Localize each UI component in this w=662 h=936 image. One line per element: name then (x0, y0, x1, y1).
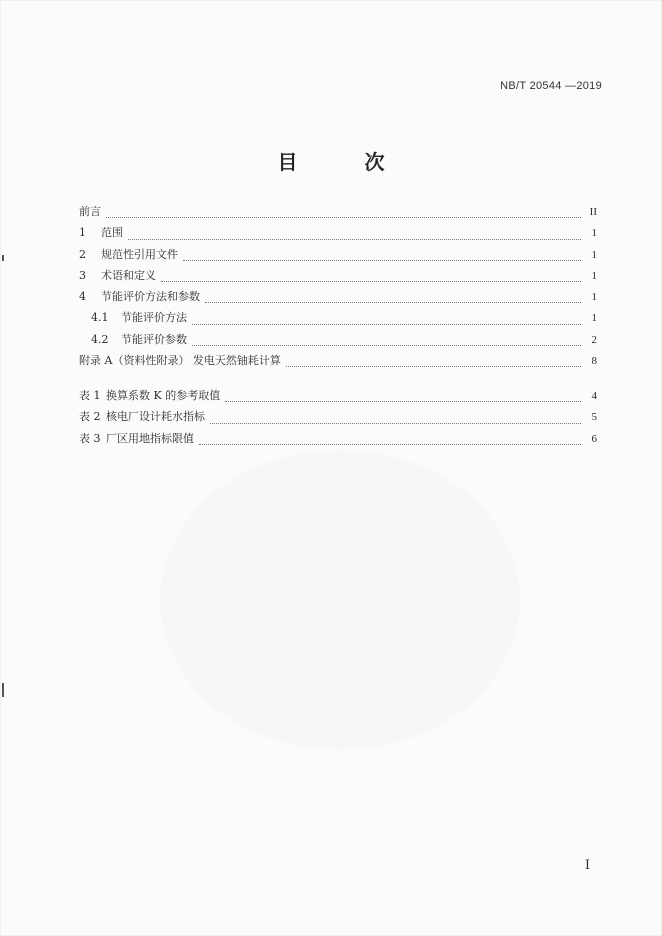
leader-dots (225, 400, 581, 402)
toc-entry-page: 1 (591, 248, 597, 261)
page-title: 目 次 (277, 150, 415, 174)
table-entry-number: 表 2 (79, 410, 101, 424)
toc-entry-label: 术语和定义 (101, 268, 156, 282)
toc-entry-number: 1 (79, 226, 86, 240)
toc-entry-page: 1 (591, 291, 597, 304)
table-entry-label: 厂区用地指标限值 (106, 431, 194, 445)
leader-dots (192, 344, 581, 346)
table-entry-number: 表 3 (79, 431, 101, 445)
toc-entry-label: 节能评价方法和参数 (101, 290, 200, 304)
toc-entry-foreword[interactable] (79, 201, 597, 222)
table-entry-page: 6 (591, 432, 597, 445)
toc-entry-appendix-a[interactable] (79, 350, 597, 371)
table-of-contents (79, 201, 597, 371)
document-code: NB/T 20544 —2019 (500, 80, 602, 92)
table-entry-label: 换算系数 K 的参考取值 (106, 389, 221, 402)
leader-dots (205, 301, 581, 303)
toc-entry-page: 2 (591, 333, 597, 346)
toc-entry-label: 节能评价方法 (121, 311, 187, 325)
leader-dots (192, 323, 581, 325)
toc-entry-4-1[interactable] (79, 307, 597, 328)
table-entry-label: 核电厂设计耗水指标 (106, 410, 205, 424)
toc-entry-4-2[interactable] (79, 329, 597, 350)
toc-entry-terms-definitions[interactable] (79, 265, 597, 286)
toc-entry-number: 2 (79, 247, 86, 261)
toc-entry-number: 3 (79, 268, 86, 282)
leader-dots (128, 238, 581, 240)
leader-dots (210, 422, 581, 424)
scan-mark (2, 255, 4, 261)
table-entry-2[interactable] (79, 406, 597, 427)
leader-dots (161, 280, 581, 282)
table-entry-number: 表 1 (79, 389, 101, 402)
table-entry-1[interactable] (79, 385, 597, 406)
toc-entry-evaluation-methods[interactable] (79, 286, 597, 307)
toc-entry-page: 8 (591, 355, 597, 368)
table-entry-page: 4 (591, 390, 597, 402)
scan-shadow (160, 450, 520, 750)
page-number: I (584, 858, 590, 873)
scan-mark (2, 683, 4, 697)
leader-dots (183, 259, 581, 261)
toc-entry-scope[interactable] (79, 222, 597, 243)
leader-dots (106, 216, 581, 218)
toc-entry-page: 1 (591, 269, 597, 282)
leader-dots (286, 365, 581, 367)
table-entry-page: 5 (591, 411, 597, 424)
toc-entry-number: 4 (79, 290, 86, 304)
toc-entry-label: 附录 A（资料性附录） 发电天然铀耗计算 (79, 354, 281, 368)
toc-entry-page: II (589, 206, 597, 218)
list-of-tables (79, 385, 597, 449)
toc-entry-page: 1 (591, 312, 597, 325)
toc-entry-number: 4.1 (91, 311, 109, 325)
toc-entry-normative-references[interactable] (79, 244, 597, 265)
toc-entry-page: 1 (591, 227, 597, 240)
table-entry-3[interactable] (79, 428, 597, 449)
toc-entry-label: 前言 (79, 205, 101, 218)
toc-entry-number: 4.2 (91, 332, 109, 346)
toc-entry-label: 规范性引用文件 (101, 247, 178, 261)
toc-entry-label: 节能评价参数 (121, 332, 187, 346)
leader-dots (199, 443, 581, 445)
toc-entry-label: 范围 (101, 226, 123, 240)
